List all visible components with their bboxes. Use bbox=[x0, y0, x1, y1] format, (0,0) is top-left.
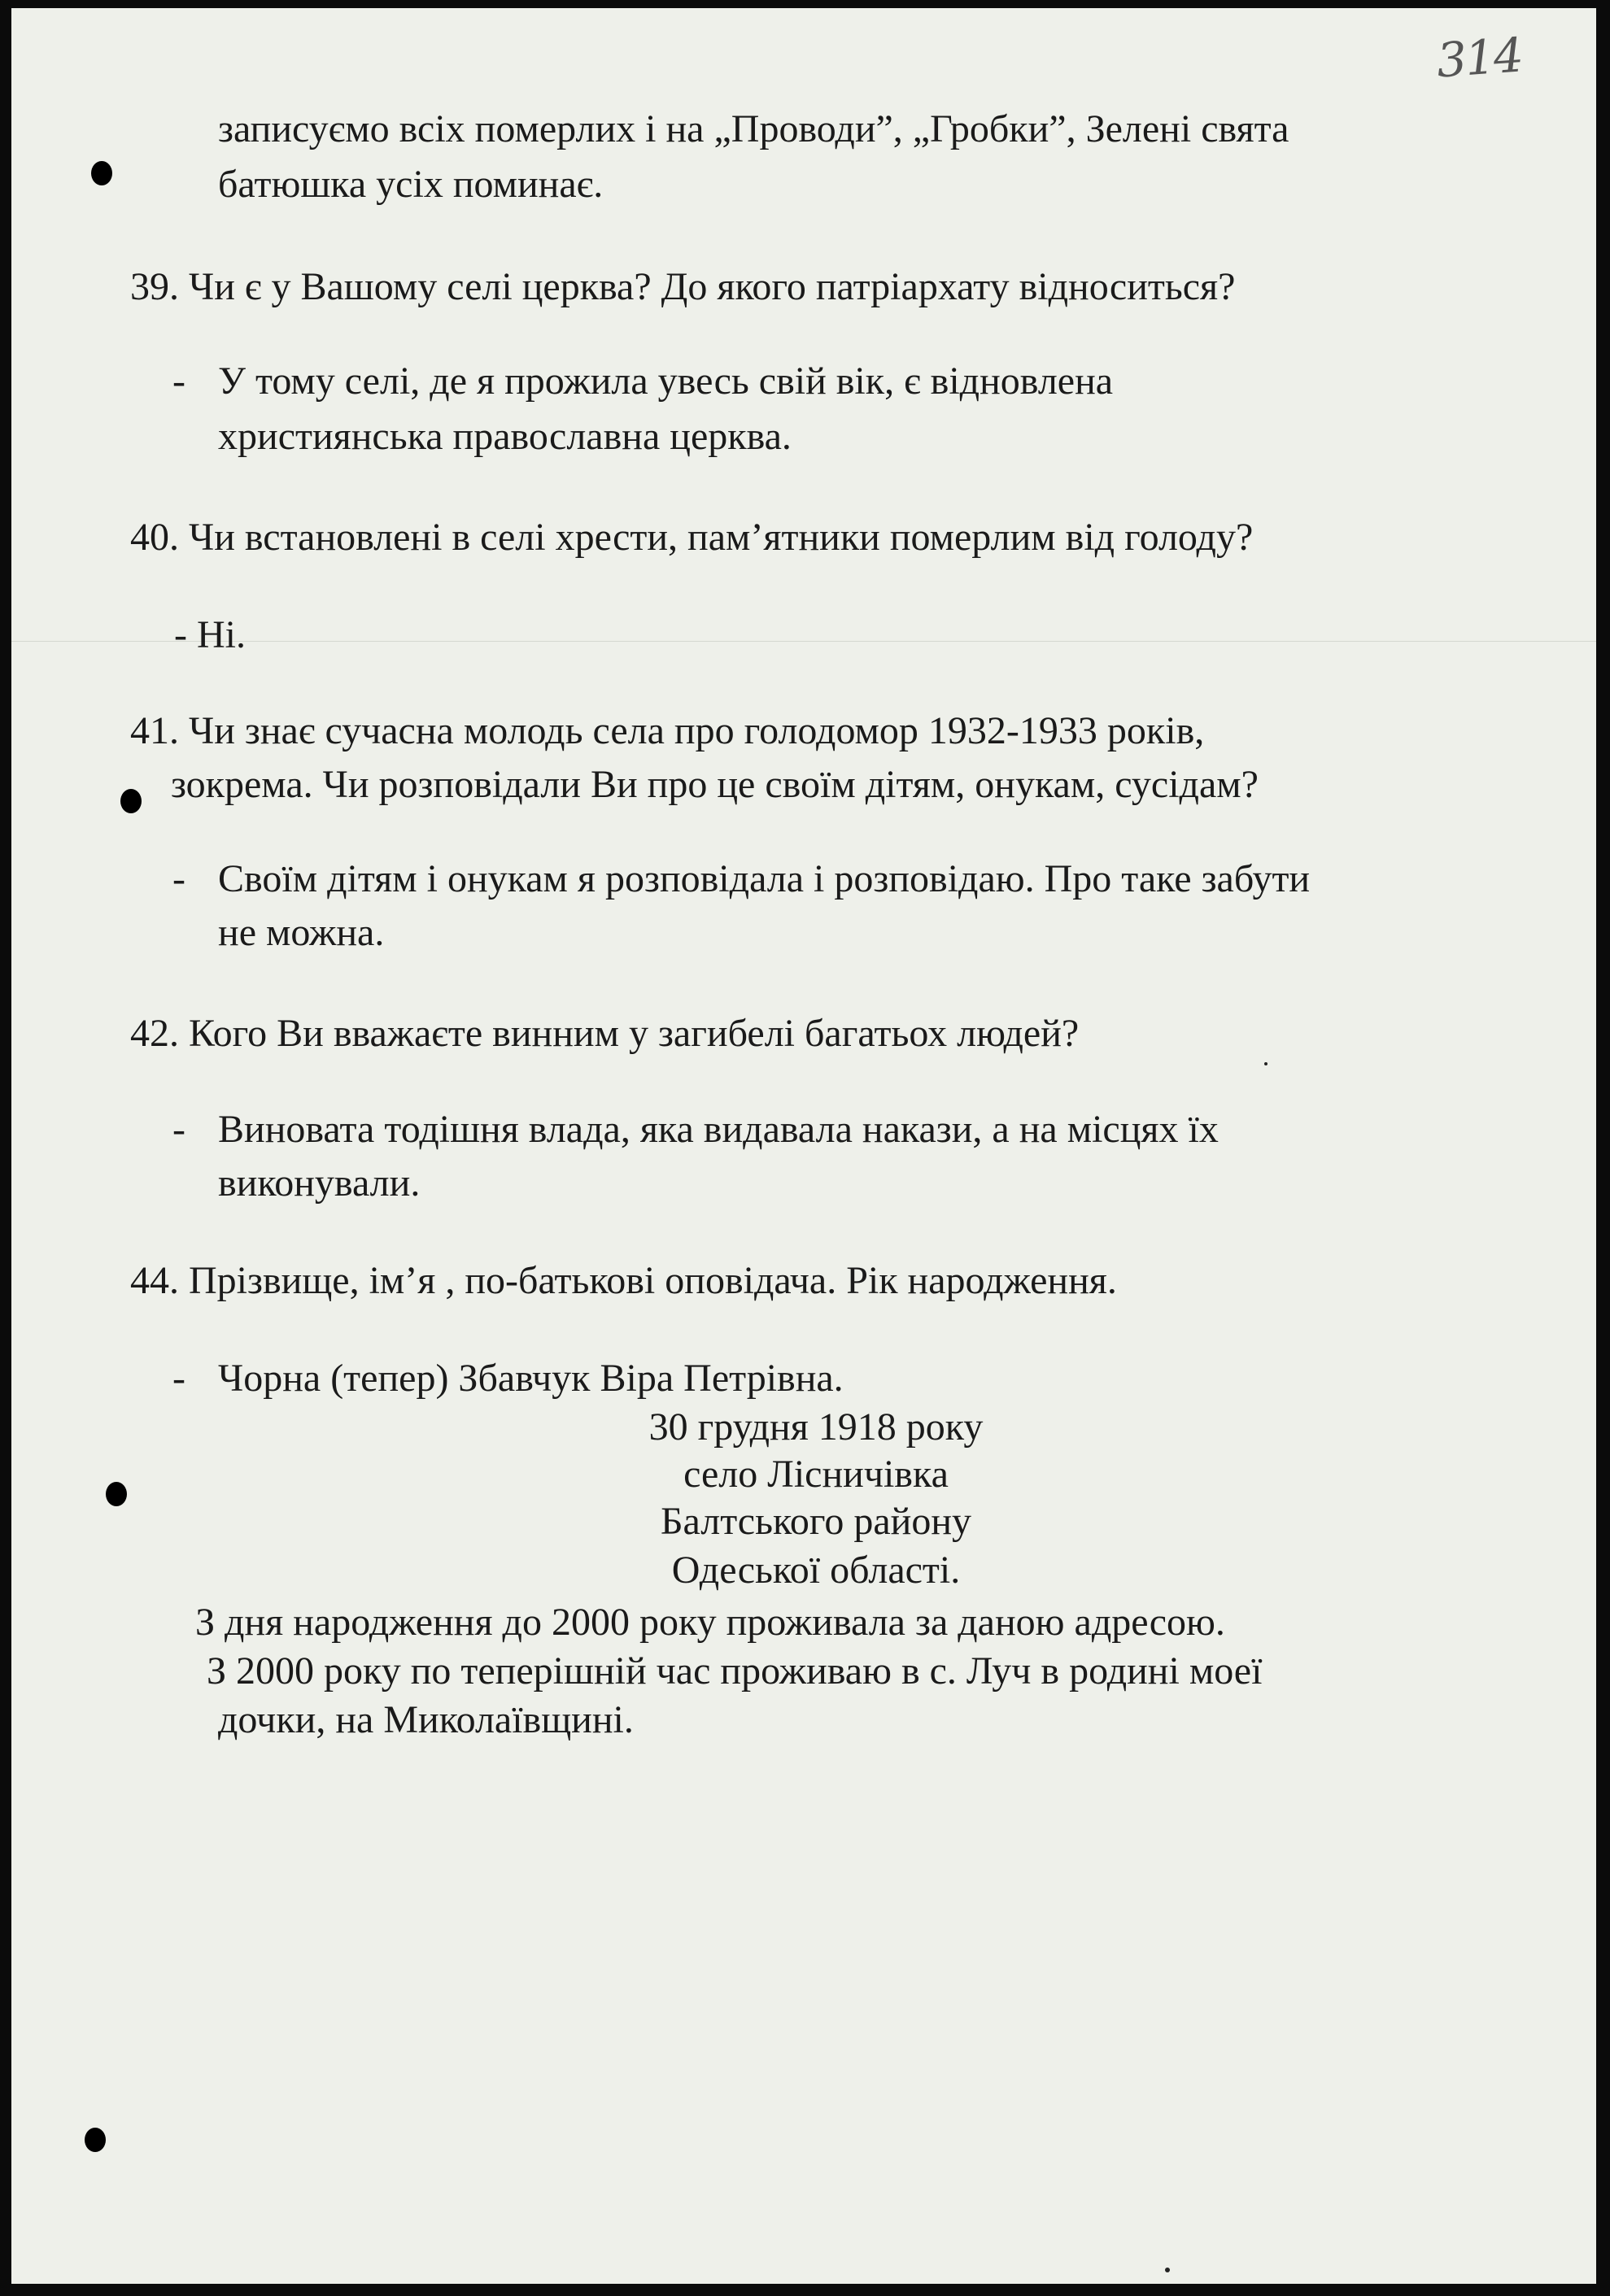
residence-line-3: дочки, на Миколаївщині. bbox=[218, 1698, 634, 1741]
scan-speck bbox=[1264, 1062, 1267, 1065]
narrator-name: Чорна (тепер) Збавчук Віра Петрівна. bbox=[218, 1357, 844, 1400]
punch-hole-4 bbox=[85, 2128, 106, 2152]
punch-hole-2 bbox=[120, 789, 142, 813]
birth-district: Балтського району bbox=[660, 1500, 972, 1543]
question-42: 42. Кого Ви вважаєте винним у загибелі багатьох людей? bbox=[130, 1012, 1080, 1055]
scan-line bbox=[11, 641, 1596, 642]
continuation-line-1: записуємо всіх померлих і на „Проводи”, „Гробки”, Зелені свята bbox=[218, 107, 1289, 150]
punch-hole-1 bbox=[91, 161, 112, 185]
birth-village: село Лісничівка bbox=[683, 1453, 949, 1496]
answer-41-line-1: Своїм дітям і онукам я розповідала і розповідаю. Про таке забути bbox=[218, 857, 1311, 900]
answer-dash: - bbox=[172, 359, 185, 403]
scan-speck bbox=[1165, 2268, 1170, 2272]
answer-dash: - bbox=[172, 857, 185, 900]
answer-dash: - bbox=[172, 1108, 185, 1151]
document-page bbox=[11, 8, 1596, 2284]
birth-date: 30 грудня 1918 року bbox=[648, 1405, 984, 1449]
answer-dash: - bbox=[172, 1357, 185, 1400]
birth-region: Одеської області. bbox=[671, 1549, 961, 1592]
question-40: 40. Чи встановлені в селі хрести, пам’ятники померлим від голоду? bbox=[130, 516, 1254, 559]
continuation-line-2: батюшка усіх поминає. bbox=[218, 163, 604, 206]
answer-42-line-1: Виновата тодішня влада, яка видавала накази, а на місцях їх bbox=[218, 1108, 1219, 1151]
answer-40: - Ні. bbox=[174, 613, 246, 656]
handwritten-page-number: 314 bbox=[1434, 27, 1524, 89]
answer-42-line-2: виконували. bbox=[218, 1161, 421, 1205]
question-41-line-1: 41. Чи знає сучасна молодь села про голодомор 1932-1933 років, bbox=[130, 709, 1205, 752]
question-39: 39. Чи є у Вашому селі церква? До якого патріархату відноситься? bbox=[130, 265, 1236, 308]
answer-39-line-2: християнська православна церква. bbox=[218, 415, 792, 458]
question-41-line-2: зокрема. Чи розповідали Ви про це своїм дітям, онукам, сусідам? bbox=[171, 763, 1259, 806]
residence-line-2: З 2000 року по теперішній час проживаю в с. Луч в родині моеї bbox=[207, 1649, 1263, 1693]
answer-41-line-2: не можна. bbox=[218, 911, 385, 954]
residence-line-1: З дня народження до 2000 року проживала за даною адресою. bbox=[195, 1601, 1225, 1644]
question-44: 44. Прізвище, ім’я , по-батькові оповідача. Рік народження. bbox=[130, 1259, 1117, 1302]
answer-39-line-1: У тому селі, де я прожила увесь свій вік, є відновлена bbox=[218, 359, 1114, 403]
